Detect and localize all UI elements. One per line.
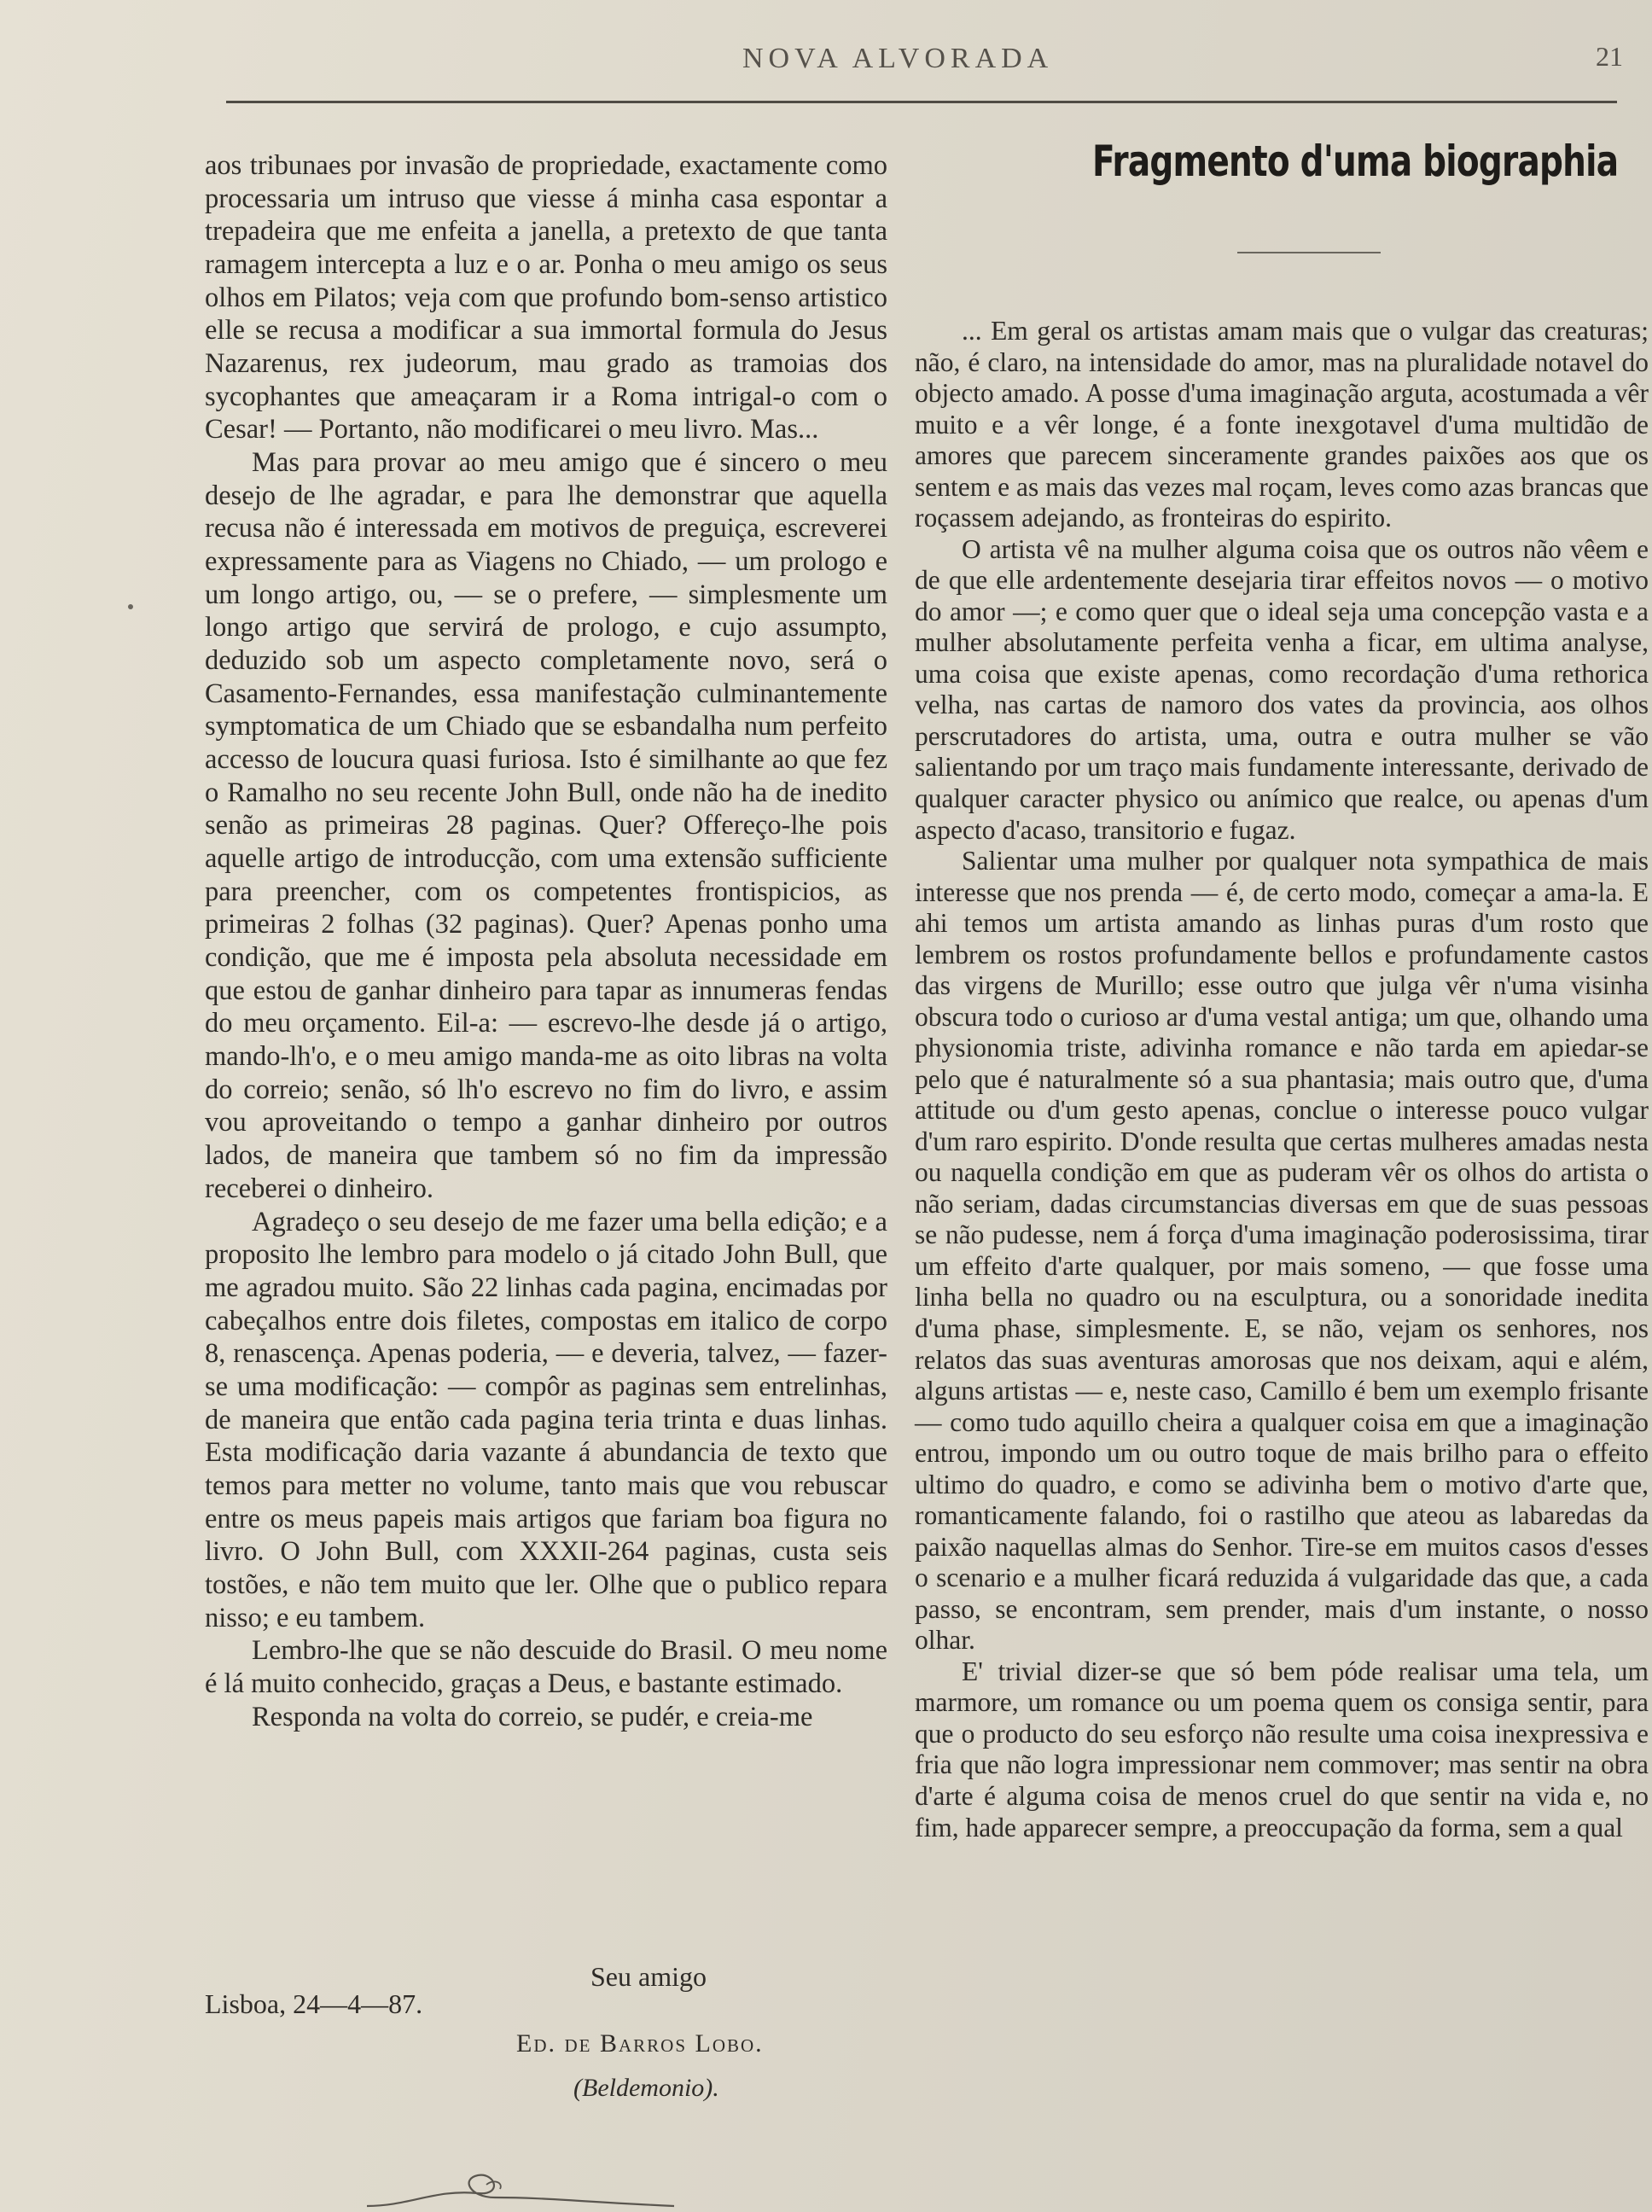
right-paragraph-1: ... Em geral os artistas amam mais que o vulgar das creaturas; não, é claro, na intensidade do amor, mas na pluralidade notavel do objecto amado. A posse d'uma imaginação arguta, acostumada a vêr muito e a vêr longe, é a fonte inexgotavel d'uma multidão de amores que parecem sinceramente grandes paixões aos que os sentem e as mais das vezes mal roçam, leves como azas brancas que roçassem adejando, as fronteiras do espirito. xyxy=(915,316,1649,533)
page-header-title: NOVA ALVORADA xyxy=(742,43,1054,74)
right-paragraph-4: E' trivial dizer-se que só bem póde realisar uma tela, um marmore, um romance ou um poema quem os consiga sentir, para que o producto do seu esforço não resulte uma coisa inexpressiva e fria que não logra impressionar nem commover; mas sentir na obra d'arte é alguma coisa de menos cruel do que sentir na vida e, no fim, hade apparecer sempre, a preoccupação da forma, sem a qual xyxy=(915,1656,1649,1842)
right-paragraph-2: O artista vê na mulher alguma coisa que os outros não vêem e de que elle ardentemente desejaria tirar effeitos novos — o motivo do amor —; e como quer que o ideal seja uma concepção vasta e a mulher absolutamente perfeita venha a ficar, em ultima analyse, uma coisa que existe apenas, como recordação d'uma rethorica velha, nas cartas de namoro dos vates da provincia, aos olhos perscrutadores do artista, uma, outra e outra mulher se vão salientando por um traço mais fundamente interessante, derivado de qualquer caracter physico ou anímico que realce, ou apenas d'um aspecto d'acaso, transitorio e fugaz. xyxy=(915,533,1649,845)
left-paragraph-2: Mas para provar ao meu amigo que é sincero o meu desejo de lhe agradar, e para lhe demonstrar que aquella recusa não é interessada em motivos de preguiça, escreverei expressamente para as Viagens no Chiado, — um prologo e um longo artigo, ou, — se o prefere, — simplesmente um longo artigo que servirá de prologo, e cujo assumpto, deduzido sob um aspecto completamente novo, será o Casamento-Fernandes, essa manifestação culminantemente symptomatica de um Chiado que se esbandalha num perfeito accesso de loucura quasi furiosa. Isto é similhante ao que fez o Ramalho no seu recente John Bull, onde não ha de inedito senão as primeiras 28 paginas. Quer? Offereço-lhe pois aquelle artigo de introducção, com uma extensão sufficiente para preencher, com os competentes frontispicios, as primeiras 2 folhas (32 paginas). Quer? Apenas ponho uma condição, que me é imposta pela absoluta necessidade em que estou de ganhar dinheiro para tapar as innumeras fendas do meu orçamento. Eil-a: — escrevo-lhe desde já o artigo, mando-lh'o, e o meu amigo manda-me as oito libras na volta do correio; senão, só lh'o escrevo no fim do livro, e assim vou aproveitando o tempo a ganhar dinheiro por outros lados, de maneira que tambem só no fim da impressão receberei o dinheiro. xyxy=(205,447,887,1204)
margin-dot xyxy=(128,604,133,609)
left-paragraph-5: Responda na volta do correio, se pudér, e creia-me xyxy=(252,1701,813,1732)
signature: Ed. de Barros Lobo. xyxy=(516,2029,764,2058)
place-date: Lisboa, 24—4—87. xyxy=(205,1988,423,2019)
left-column xyxy=(205,149,887,1733)
pseudonym: (Beldemonio). xyxy=(573,2074,719,2102)
article-title: Fragmento d'uma biographia xyxy=(1092,137,1619,186)
page-number: 21 xyxy=(1596,41,1623,72)
title-rule xyxy=(1237,252,1381,253)
closing-salutation: Seu amigo xyxy=(590,1961,707,1992)
left-paragraph-3: Agradeço o seu desejo de me fazer uma bella edição; e a proposito lhe lembro para modelo o já citado John Bull, que me agradou muito. São 22 linhas cada pagina, encimadas por cabeçalhos entre dois filetes, compostas em italico de corpo 8, renascença. Apenas poderia, — e deveria, talvez, — fazer-se uma modificação: — compôr as paginas sem entrelinhas, de maneira que então cada pagina teria trinta e duas linhas. Esta modificação daria vazante á abundancia de texto que temos para metter no volume, tanto mais que vou rebuscar entre os meus papeis mais artigos que fariam boa figura no livro. O John Bull, com XXXII-264 paginas, custa seis tostões, e não tem muito que ler. Olhe que o publico repara nisso; e eu tambem. xyxy=(205,1206,887,1633)
left-paragraph-1: aos tribunaes por invasão de propriedade, exactamente como processaria um intruso que viesse á minha casa espontar a trepadeira que me enfeita a janella, a pretexto de que tanta ramagem intercepta a luz e o ar. Ponha o meu amigo os seus olhos em Pilatos; veja com que profundo bom-senso artistico elle se recusa a modificar a sua immortal formula do Jesus Nazarenus, rex judeorum, mau grado as tramoias dos sycophantes que ameaçaram ir a Roma intrigal-o com o Cesar! — Portanto, não modificarei o meu livro. Mas... xyxy=(205,150,887,445)
right-paragraph-3: Salientar uma mulher por qualquer nota sympathica de mais interesse que nos prenda — é, de certo modo, começar a ama-la. E ahi temos um artista amando as linhas puras d'um rosto que lembrem os rostos profundamente bellos e profundamente castos das virgens de Murillo; esse outro que julga vêr n'uma visinha obscura todo o curioso ar d'uma vestal antiga; um que, olhando uma physionomia triste, adivinha romance e não tarda em apiedar-se pelo que é naturalmente só a sua phantasia; mais outro que, d'uma attitude ou d'um gesto apenas, conclue o interesse pouco vulgar d'um raro espirito. D'onde resulta que certas mulheres amadas nesta ou naquella condição em que as puderam vêr os olhos do artista o não seriam, dadas circumstancias diversas em que de suas pessoas se não pudesse, nem á força d'uma imaginação poderosissima, tirar um effeito d'arte qualquer, por mais someno, — que fosse uma linha bella no quadro ou na esculptura, ou a sonoridade inedita d'uma phase, simplesmente. E, se não, vejam os senhores, nos relatos das suas aventuras amorosas que nos deixam, aqui e além, alguns artistas — e, neste caso, Camillo é bem um exemplo frisante — como tudo aquillo cheira a qualquer coisa em que a imaginação entrou, impondo um ou outro toque de mais brilho para o effeito ultimo do quadro, e como se adivinha bem o motivo d'arte que, romanticamente falando, foi o rastilho que ateou as labaredas da paixão naquellas almas do Senhor. Tire-se em muitos casos d'esses o scenario e a mulher ficará reduzida á vulgaridade das que, a cada passo, se encontram, sem prender, mais d'um instante, o nosso olhar. xyxy=(915,846,1649,1656)
left-paragraph-4: Lembro-lhe que se não descuide do Brasil. O meu nome é lá muito conhecido, graças a Deus, e bastante estimado. xyxy=(205,1635,887,1699)
header-rule xyxy=(226,101,1617,103)
right-column xyxy=(915,316,1649,1843)
flourish-ornament xyxy=(358,2163,683,2212)
